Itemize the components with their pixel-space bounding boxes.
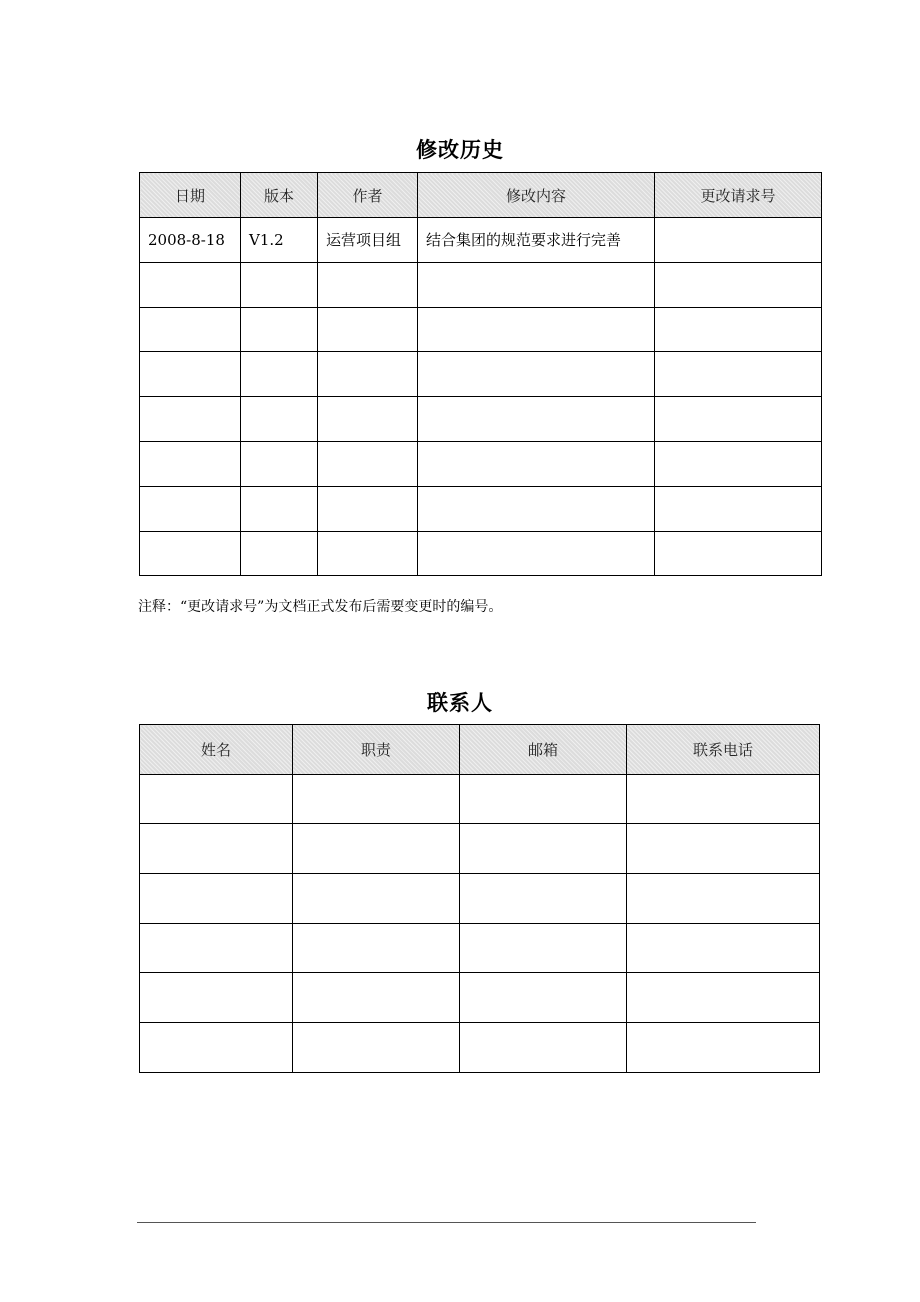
history-cell-author: [318, 397, 418, 442]
history-cell-date: [140, 441, 241, 486]
contacts-cell-email: [460, 774, 627, 824]
contacts-cell-email: [460, 824, 627, 874]
table-row: [140, 352, 822, 397]
history-cell-request-no: [655, 218, 822, 263]
history-cell-request-no: [655, 352, 822, 397]
history-cell-author: [318, 486, 418, 531]
footer-divider: [137, 1222, 756, 1223]
history-cell-author: [318, 441, 418, 486]
history-title: 修改历史: [416, 138, 504, 162]
contacts-cell-role: [293, 1023, 460, 1073]
contacts-cell-phone: [627, 1023, 820, 1073]
table-row: [140, 531, 822, 576]
table-row: [140, 774, 820, 824]
contacts-cell-phone: [627, 774, 820, 824]
history-cell-date: [140, 307, 241, 352]
history-header-version: 版本: [241, 173, 318, 218]
history-cell-version: [241, 262, 318, 307]
contacts-title: 联系人: [427, 691, 493, 715]
contacts-header-role: 职责: [293, 725, 460, 775]
history-cell-version: [241, 307, 318, 352]
contacts-cell-role: [293, 973, 460, 1023]
table-row: [140, 824, 820, 874]
contacts-cell-phone: [627, 824, 820, 874]
history-cell-request-no: [655, 397, 822, 442]
contacts-cell-role: [293, 824, 460, 874]
history-cell-version: [241, 531, 318, 576]
history-cell-author: [318, 531, 418, 576]
history-note: 注释：“更改请求号”为文档正式发布后需要变更时的编号。: [138, 599, 503, 615]
history-cell-request-no: [655, 307, 822, 352]
history-cell-content: [418, 397, 655, 442]
history-cell-author: [318, 352, 418, 397]
history-cell-request-no: [655, 486, 822, 531]
contacts-cell-email: [460, 923, 627, 973]
contacts-cell-email: [460, 973, 627, 1023]
contacts-cell-name: [140, 824, 293, 874]
history-cell-version: V1.2: [241, 218, 318, 263]
table-row: [140, 923, 820, 973]
history-header-request-no: 更改请求号: [655, 173, 822, 218]
history-cell-version: [241, 441, 318, 486]
contacts-cell-name: [140, 874, 293, 924]
history-cell-version: [241, 486, 318, 531]
contacts-cell-role: [293, 923, 460, 973]
contacts-header-name: 姓名: [140, 725, 293, 775]
history-cell-content: [418, 531, 655, 576]
history-cell-content: [418, 262, 655, 307]
history-header-author: 作者: [318, 173, 418, 218]
contacts-cell-name: [140, 1023, 293, 1073]
history-cell-date: [140, 486, 241, 531]
history-cell-version: [241, 397, 318, 442]
history-cell-date: [140, 397, 241, 442]
history-table: [139, 172, 822, 576]
table-row: [140, 262, 822, 307]
table-row: [140, 441, 822, 486]
contacts-header-phone: 联系电话: [627, 725, 820, 775]
history-cell-content: 结合集团的规范要求进行完善: [418, 218, 655, 263]
history-cell-content: [418, 307, 655, 352]
history-cell-content: [418, 441, 655, 486]
history-cell-author: 运营项目组: [318, 218, 418, 263]
history-cell-date: [140, 531, 241, 576]
table-row: [140, 397, 822, 442]
history-cell-request-no: [655, 531, 822, 576]
history-header-content: 修改内容: [418, 173, 655, 218]
contacts-cell-role: [293, 874, 460, 924]
contacts-cell-name: [140, 923, 293, 973]
history-cell-request-no: [655, 262, 822, 307]
contacts-header-row: [140, 725, 820, 775]
contacts-table: [139, 724, 820, 1073]
contacts-cell-phone: [627, 923, 820, 973]
history-header-row: [140, 173, 822, 218]
history-cell-version: [241, 352, 318, 397]
history-cell-content: [418, 486, 655, 531]
contacts-cell-phone: [627, 973, 820, 1023]
history-header-date: 日期: [140, 173, 241, 218]
history-cell-date: 2008-8-18: [140, 218, 241, 263]
contacts-cell-phone: [627, 874, 820, 924]
table-row: [140, 874, 820, 924]
table-row: [140, 218, 822, 263]
contacts-cell-email: [460, 1023, 627, 1073]
table-row: [140, 1023, 820, 1073]
contacts-cell-name: [140, 774, 293, 824]
table-row: [140, 973, 820, 1023]
history-cell-request-no: [655, 441, 822, 486]
history-cell-content: [418, 352, 655, 397]
history-cell-date: [140, 352, 241, 397]
contacts-header-email: 邮箱: [460, 725, 627, 775]
history-cell-date: [140, 262, 241, 307]
contacts-cell-name: [140, 973, 293, 1023]
table-row: [140, 486, 822, 531]
history-cell-author: [318, 307, 418, 352]
contacts-cell-email: [460, 874, 627, 924]
table-row: [140, 307, 822, 352]
history-cell-author: [318, 262, 418, 307]
contacts-cell-role: [293, 774, 460, 824]
